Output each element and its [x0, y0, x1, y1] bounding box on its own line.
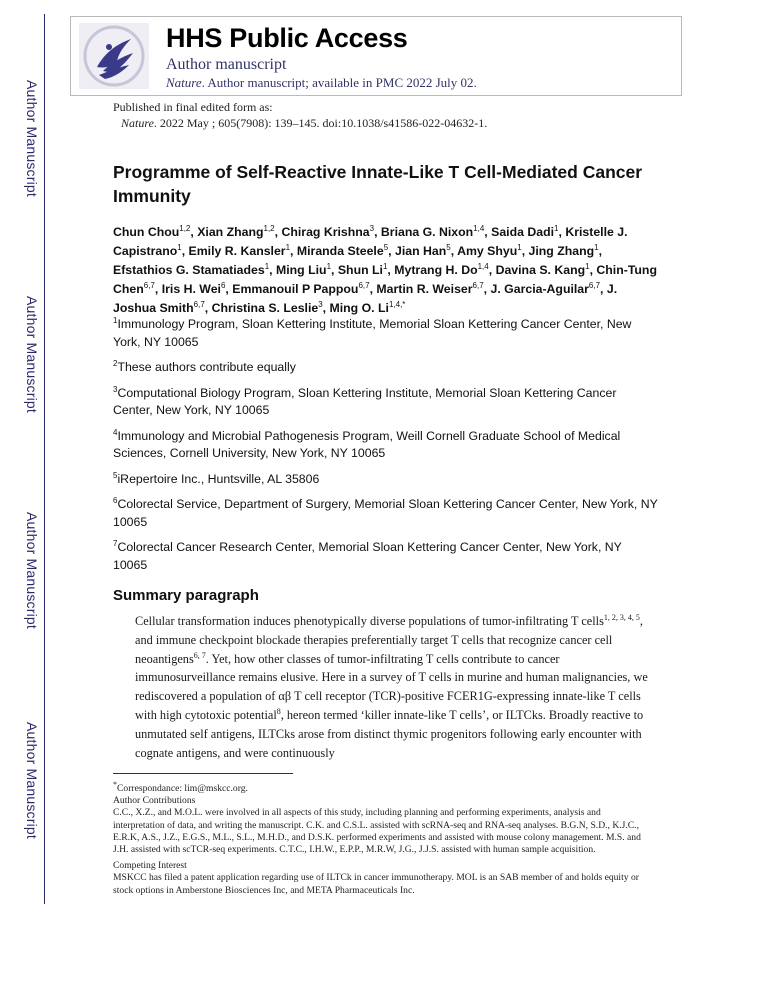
published-citation: [113, 99, 487, 131]
summary-paragraph: [135, 612, 655, 762]
author-affiliation-ref: 1: [326, 261, 332, 271]
author-name: Shun Li: [337, 263, 383, 277]
author: [457, 244, 522, 258]
affiliation: [113, 385, 658, 420]
author: [197, 225, 274, 239]
author-affiliation-ref: 1: [554, 223, 559, 233]
affiliation-text: Computational Biology Program, Sloan Kettering Institute, Memorial Sloan Kettering Cancer Center, New York, NY 10065: [113, 385, 617, 417]
author: [491, 282, 601, 296]
author-name: J. Garcia-Aguilar: [490, 282, 589, 296]
author: [297, 244, 388, 258]
author-affiliation-ref: 6,7: [143, 280, 155, 290]
author: [113, 263, 269, 277]
author-affiliation-ref: 6,7: [193, 299, 205, 309]
author: [212, 301, 323, 315]
paper-title: Programme of Self-Reactive Innate-Like T Cell-Mediated Cancer Immunity: [113, 162, 643, 206]
affiliation-text: Colorectal Cancer Research Center, Memorial Sloan Kettering Cancer Center, New York, NY 10065: [113, 540, 622, 572]
author-name: Chin-Tung Chen: [113, 263, 657, 296]
author: [395, 244, 451, 258]
author-name: Ming O. Li: [329, 301, 389, 315]
affiliation: [113, 428, 658, 463]
sidebar-label-author-manuscript: Author Manuscript: [24, 512, 40, 630]
affiliation-list: [113, 316, 658, 582]
author: [232, 282, 369, 296]
author-affiliation-ref: 1: [285, 242, 291, 252]
author-name: Emily R. Kansler: [188, 244, 286, 258]
affiliation-text: iRepertoire Inc., Huntsville, AL 35806: [117, 471, 320, 486]
hhs-title: HHS Public Access: [166, 23, 408, 53]
competing-interest-heading: Competing Interest: [113, 860, 187, 872]
citation-ref: 8: [276, 706, 281, 716]
author-affiliation-ref: 6,7: [472, 280, 484, 290]
citation-ref: 6, 7: [193, 650, 206, 660]
footnote-rule: [113, 773, 293, 774]
affiliation: [113, 316, 658, 351]
author: [330, 301, 406, 315]
author: [394, 263, 488, 277]
affiliation-number: 1: [113, 315, 118, 325]
author-name: Jing Zhang: [528, 244, 595, 258]
sidebar-label-author-manuscript: Author Manuscript: [24, 80, 40, 198]
author: [276, 263, 331, 277]
author-name: Amy Shyu: [457, 244, 518, 258]
affiliation-text: Immunology Program, Sloan Kettering Institute, Memorial Sloan Kettering Cancer Center, New York, NY 10065: [113, 317, 632, 349]
author-affiliation-ref: 1: [517, 242, 522, 252]
affiliation: [113, 539, 658, 574]
hhs-eagle-logo: [79, 23, 149, 89]
author-name: Christina S. Leslie: [211, 301, 319, 315]
author-affiliation-ref: 5: [446, 242, 451, 252]
sidebar-label-author-manuscript: Author Manuscript: [24, 722, 40, 840]
author-name: Kristelle J. Capistrano: [113, 225, 628, 258]
author: [376, 282, 483, 296]
author: [496, 263, 590, 277]
citation-line: [113, 115, 487, 131]
author: [338, 263, 388, 277]
author-name: Xian Zhang: [197, 225, 264, 239]
author-list: Chun Chou$^{1,2}$, Xian Zhang$^{1,2}$, Chirag Krishna$^3$, Briana G. Nixon$^{1,4}$, Saida Dadi$^1$, Kristelle J. Capistrano$^1$, Emily R. Kansler$^1$, Miranda Steele$^5$, Jian Han$^5$, Amy Shyu$^1$, Jing Zhang$^1$, Efstathios G. Stamatiades$^1$, Ming Liu$^1$, Shun Li$^1$, Mytrang H. Do$^{1,4}$, Davina S. Kang$^1$, Chin-Tung Chen$^{6,7}$, Iris H. Wei$^6$, Emmanouil P Pappou$^{6,7}$, Martin R. Weiser$^{6,7}$, J. Garcia-Aguilar$^{6,7}$, J. Joshua Smith$^{6,7}$, Christina S. Leslie$^3$, Ming O. $Li^{1,4,*}$: [113, 223, 657, 315]
author-affiliation-ref: 6,7: [588, 280, 601, 290]
author-affiliation-ref: 1: [382, 261, 388, 271]
author-affiliation-ref: 1,4: [477, 261, 489, 271]
author-affiliation-ref: 1,4: [473, 223, 485, 233]
correspondence-note: *Correspondance: lim@mskcc.org.: [113, 779, 248, 794]
author: [381, 225, 484, 239]
author: [529, 244, 599, 258]
author-name: Davina S. Kang: [495, 263, 586, 277]
author-name: Efstathios G. Stamatiades: [113, 263, 265, 277]
author-name: Mytrang H. Do: [394, 263, 478, 277]
affiliation-number: 6: [113, 495, 118, 505]
published-label: Published in final edited form as:: [113, 100, 273, 114]
author-affiliation-ref: 1,2: [179, 223, 191, 233]
author: [281, 225, 374, 239]
affiliation-text: Immunology and Microbial Pathogenesis Program, Weill Cornell Graduate School of Medical Sciences, Cornell University, New York, NY 10065: [113, 428, 621, 460]
availability-text: . Author manuscript; available in PMC 2022 July 02.: [201, 75, 477, 90]
citation-journal: Nature: [121, 116, 154, 130]
summary-text: Cellular transformation induces phenotypically diverse populations of tumor-infiltrating T cells: [135, 614, 604, 628]
author: [162, 282, 226, 296]
citation-text: . 2022 May ; 605(7908): 139–145. doi:10.1038/s41586-022-04632-1.: [153, 116, 488, 130]
footnotes: [113, 779, 653, 897]
sidebar-label-author-manuscript: Author Manuscript: [24, 296, 40, 414]
author-name: Briana G. Nixon: [380, 225, 474, 239]
competing-interest-text: MSKCC has filed a patent application regarding use of ILTCk in cancer immunotherapy. MOL is an SAB member of and holds equity or stock options in Amberstone Biosciences Inc, and META Pharmaceuticals Inc.: [113, 872, 639, 896]
citation-ref: 1, 2, 3, 4, 5: [603, 612, 640, 622]
author-affiliation-ref: 1: [594, 242, 599, 252]
availability-line: [166, 75, 477, 91]
author-affiliation-ref: 1,2: [263, 223, 275, 233]
author-name: Miranda Steele: [296, 244, 384, 258]
affiliation: [113, 496, 658, 531]
author-name: Chun Chou: [113, 225, 180, 239]
manuscript-type: Author manuscript: [166, 56, 287, 73]
author-name: Ming Liu: [276, 263, 327, 277]
affiliation: [113, 359, 658, 377]
author-name: J. Joshua Smith: [113, 282, 618, 315]
author-affiliation-ref: 1: [585, 261, 590, 271]
affiliation: [113, 471, 658, 489]
affiliation-number: 4: [113, 427, 118, 437]
correspondence-text: Correspondance: lim@mskcc.org.: [117, 783, 248, 794]
author-affiliation-ref: 1: [177, 242, 182, 252]
author-affiliation-ref: 5: [383, 242, 389, 252]
summary-heading: Summary paragraph: [113, 587, 259, 604]
author-affiliation-ref: 6: [220, 280, 226, 290]
affiliation-number: 5: [113, 470, 118, 480]
summary-text: . Yet, how other classes of tumor-infiltrating T cells contribute to cancer immunosurveillance remains elusive. Here in a survey of T cells in murine and human malignancies, we rediscovered a population of αβ T cell receptor (TCR)-positive FCER1G-expressing innate-like T cells with high cytotoxic potential: [135, 651, 648, 722]
author: [189, 244, 291, 258]
contributions-heading: Author Contributions: [113, 795, 196, 807]
author-name: Saida Dadi: [491, 225, 555, 239]
author-name: Emmanouil P Pappou: [232, 282, 359, 296]
summary-text: , hereon termed ‘killer innate-like T cells’, or ILTCks. Broadly reactive to unmutated self antigens, ILTCks arose from distinct thymic progenitors following early encounter with cognate antigens, and were continuously: [135, 707, 644, 760]
affiliation-number: 2: [113, 358, 118, 368]
hhs-header: [70, 16, 682, 96]
author: [491, 225, 558, 239]
affiliation-number: 3: [113, 384, 118, 394]
hhs-eagle-icon: [79, 23, 149, 89]
affiliation-number: 7: [113, 538, 118, 548]
journal-name: Nature: [166, 75, 202, 90]
author-affiliation-ref: 3: [318, 299, 323, 309]
author-name: Martin R. Weiser: [376, 282, 473, 296]
author-name: Jian Han: [394, 244, 447, 258]
author-affiliation-ref: 3: [369, 223, 375, 233]
contributions-text: C.C., X.Z., and M.O.L. were involved in all aspects of this study, including planning and performing experiments, analysis and interpretation of data, and writing the manuscript. C.K. and C.S.L. assisted with scRNA-seq and RNA-seq analyses. B.G.N, S.D., K.J.C., E.R.K, A.S., J.Z., E.G.S., M.L., S.L., M.H.D., and D.S.K. performed experiments and assisted with mouse colony management. M.S. and J.H. assisted with scTCR-seq experiments. C.T.C., I.H.W., E.P.P., M.R.W, J.G., J.J.S. assisted with human sample acquisition.: [113, 807, 641, 856]
author-affiliation-ref: 1,4,*: [388, 299, 406, 309]
sidebar-rule: [44, 14, 45, 904]
author-name: Chirag Krishna: [281, 225, 370, 239]
author-name: Iris H. Wei: [161, 282, 221, 296]
author-affiliation-ref: 1: [264, 261, 270, 271]
author: [113, 225, 190, 239]
summary-text: , and immune checkpoint blockade therapies preferentially target T cells that recognize cancer cell neoantigens: [135, 614, 643, 666]
affiliation-text: Colorectal Service, Department of Surgery, Memorial Sloan Kettering Cancer Center, New York, NY 10065: [113, 497, 658, 529]
author-affiliation-ref: 6,7: [358, 280, 370, 290]
affiliation-text: These authors contribute equally: [117, 360, 296, 374]
